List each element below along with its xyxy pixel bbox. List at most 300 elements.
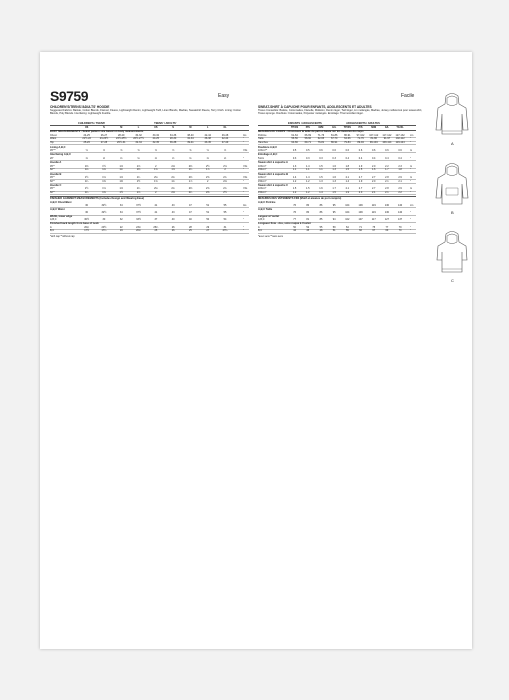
- cell-value: 79-84: [344, 141, 351, 144]
- cell-value: 28-29: [118, 133, 125, 137]
- cell-value: 127: [384, 218, 389, 222]
- cell-value: 1.5: [319, 164, 323, 168]
- size-label: L: [137, 126, 140, 129]
- cell-value: 46-48: [221, 133, 229, 137]
- section-title: Hoodie B: [50, 172, 62, 176]
- cell-value: 109: [358, 211, 363, 215]
- row-rule: [50, 152, 249, 153]
- cell-value: 52: [306, 225, 310, 229]
- cell-value: 95: [332, 204, 336, 207]
- cell-value: 0.6: [345, 149, 350, 152]
- cell-value: 2.0: [371, 164, 376, 168]
- cell-value: 1.8: [398, 168, 402, 172]
- cell-value: 91-97: [383, 137, 391, 141]
- cell-value: 2.0: [371, 179, 376, 183]
- row-label: A: [50, 225, 52, 229]
- cell-value: 140: [398, 211, 403, 215]
- finished-section-title: Longueur finie - dos, votre nuque à l'ourlet: [258, 222, 311, 226]
- cell-value: 30: [102, 218, 106, 222]
- cell-value: 0.4: [385, 156, 389, 160]
- row-label: B,C: [258, 229, 263, 233]
- cell-value: 137: [398, 218, 403, 222]
- cell-value: 55-56: [291, 137, 298, 141]
- row-unit: ": [410, 229, 411, 233]
- cell-value: 2.7: [358, 187, 363, 191]
- size-label: M/M: [318, 126, 324, 129]
- section-title: Interfacing A,B,C: [50, 153, 71, 157]
- cell-value: 67: [372, 229, 376, 233]
- cell-value: 50: [293, 225, 296, 229]
- row-unit: Ins: [243, 204, 247, 207]
- section-title: Hoodie C: [50, 184, 62, 187]
- row-rule: [50, 233, 249, 234]
- cell-value: 77: [385, 225, 389, 229]
- cell-value: 1.9: [358, 179, 363, 183]
- cell-value: 1⅛: [84, 168, 89, 172]
- section-title: Doublure A,B,C: [258, 145, 278, 149]
- cell-value: 127-132: [395, 133, 405, 137]
- size-label: S: [172, 126, 174, 129]
- cell-value: 2¼: [171, 187, 175, 191]
- row-label: 45"*: [50, 164, 55, 168]
- cell-value: 71: [359, 225, 362, 229]
- cell-value: 1⅝: [119, 187, 123, 191]
- cell-value: 29½-31: [117, 141, 126, 144]
- cell-value: 31: [223, 225, 227, 229]
- finished-section-title: Finished back length from base of neck: [50, 222, 99, 226]
- finished-section-title: A,B,C Waist: [50, 208, 65, 211]
- row-label: Hanches: [258, 141, 268, 144]
- cell-value: 2½: [205, 164, 210, 168]
- cell-value: 1.3: [332, 179, 336, 183]
- cell-value: ⅝: [223, 149, 227, 152]
- cell-value: ⅛: [85, 156, 88, 160]
- row-label: Chest: [50, 133, 57, 137]
- cell-value: 80: [306, 204, 310, 207]
- row-label: 150cm*: [258, 168, 267, 172]
- cell-value: 2: [207, 179, 209, 183]
- cell-value: ⅛: [206, 156, 209, 160]
- cell-value: 77: [293, 218, 296, 222]
- cell-value: 1.5: [319, 176, 323, 179]
- cell-value: 109-114: [382, 141, 392, 144]
- cell-value: 2⅛: [223, 179, 227, 183]
- cell-value: 2.1: [398, 179, 402, 183]
- cell-value: 76: [293, 204, 296, 207]
- row-label: A,B,C: [258, 218, 265, 222]
- row-unit: Yds: [243, 164, 248, 168]
- row-unit: ": [243, 156, 244, 160]
- cell-value: 55: [345, 229, 349, 233]
- cell-value: 20¼: [84, 225, 90, 229]
- row-label: 45"**: [50, 149, 56, 152]
- cell-value: 1⅝: [171, 168, 175, 172]
- cell-value: 1.4: [319, 191, 323, 194]
- row-rule: [258, 194, 416, 195]
- row-label: 60"*: [50, 179, 55, 183]
- cell-value: 2.9: [398, 176, 402, 179]
- cell-value: 58-60: [304, 137, 311, 141]
- cell-value: 0.6: [371, 149, 376, 152]
- cell-value: ⅝: [85, 149, 88, 152]
- row-unit: ": [243, 218, 244, 222]
- section-title: Lining A,B,C: [50, 145, 66, 149]
- cell-value: 1⅜: [102, 179, 106, 183]
- cell-value: 21½-22: [82, 137, 91, 141]
- cell-value: 2: [155, 164, 157, 168]
- row-unit: Yds: [243, 149, 248, 152]
- cell-value: 1.3: [332, 168, 336, 172]
- cell-value: 54: [223, 218, 227, 222]
- row-label: Poitrine: [258, 133, 267, 137]
- size-group-2: ADOLESCENTS / ADULTES: [346, 122, 380, 125]
- cell-value: 29: [206, 225, 210, 229]
- cell-value: 2.1: [385, 191, 389, 194]
- cell-value: 2⅜: [205, 191, 210, 194]
- cell-value: 1½: [119, 191, 123, 194]
- row-unit: m: [410, 164, 413, 168]
- cell-value: 0.6: [332, 149, 336, 152]
- row-rule: [50, 194, 249, 195]
- cell-value: 36-38: [204, 137, 211, 141]
- cell-value: 37: [154, 218, 158, 222]
- row-unit: ": [243, 179, 244, 183]
- cell-value: 1⅝: [154, 168, 158, 172]
- row-unit: ": [243, 141, 244, 144]
- row-rule: [50, 160, 249, 161]
- cell-value: 2⅝: [205, 176, 210, 179]
- cell-value: ⅛: [137, 156, 140, 160]
- cell-value: 17¾: [101, 229, 107, 233]
- footnote: *avec sens **sans sens: [258, 235, 283, 239]
- cell-value: 2: [224, 168, 226, 172]
- cell-value: 50: [206, 218, 210, 222]
- cell-value: 40: [189, 218, 192, 222]
- size-label: G/L: [384, 126, 389, 129]
- cell-value: 119: [371, 204, 376, 207]
- cell-value: ⅝: [206, 149, 209, 152]
- cell-value: 2¾: [223, 187, 227, 191]
- row-rule: [50, 207, 249, 208]
- row-unit: Ins: [243, 133, 247, 137]
- cell-value: 32: [119, 218, 123, 222]
- row-unit: ": [243, 211, 244, 215]
- figure-label-b: B: [451, 210, 454, 215]
- cell-value: ⅛: [172, 156, 175, 160]
- row-label: A,B,C: [50, 218, 57, 222]
- difficulty-en: Easy: [218, 93, 230, 99]
- cell-value: 2⅜: [188, 187, 193, 191]
- cell-value: 32-34: [187, 137, 194, 141]
- cell-value: 37½: [136, 211, 141, 215]
- cell-value: 2.7: [358, 176, 363, 179]
- size-label: S: [103, 126, 105, 129]
- cell-value: ⅛: [102, 156, 105, 160]
- cell-value: 36-38: [169, 141, 177, 144]
- row-unit: cm: [410, 204, 414, 207]
- row-unit: ": [410, 156, 411, 160]
- cell-value: 1⅜: [102, 191, 106, 194]
- cell-value: 61-64: [291, 133, 298, 137]
- cell-value: 64-66: [291, 141, 298, 144]
- figure-label-c: C: [451, 278, 454, 283]
- cell-value: 0.3: [306, 156, 310, 160]
- cell-value: 2.1: [371, 191, 376, 194]
- cell-value: 117: [371, 218, 376, 222]
- cell-value: 24½-25½: [115, 137, 127, 141]
- fabrics-fr: Tissus Conseillés: Batiste, Cotonnades, Flanelle, Molleton, Denim léger, Twill léger, Lin mélangés, Madras, Jersey molletonné pour sweat-shirt, Tissus éponge. Doublure: Cotonnades, Polyester mélangés. Entoilage: Thermocollant léger.: [258, 109, 423, 116]
- cell-value: 1.2: [292, 179, 297, 183]
- cell-value: 27: [206, 229, 210, 233]
- cell-value: 2⅜: [188, 164, 193, 168]
- cell-value: 1¾: [136, 187, 141, 191]
- cell-value: 2¾: [223, 176, 227, 179]
- row-rule: [50, 172, 249, 173]
- cell-value: 37½: [136, 204, 141, 207]
- cell-value: 28: [189, 225, 192, 229]
- cell-value: 81: [306, 218, 310, 222]
- cell-value: 55: [319, 225, 323, 229]
- cell-value: 86: [319, 211, 323, 215]
- row-unit: ": [410, 225, 411, 229]
- row-unit: ": [410, 137, 411, 141]
- hoodie-figure-c: [432, 230, 472, 276]
- cell-value: 2.0: [358, 191, 363, 194]
- row-unit: ": [243, 168, 244, 172]
- cell-value: 0.5: [292, 149, 297, 152]
- cell-value: 2.3: [398, 164, 402, 168]
- cell-value: 32½: [101, 204, 107, 207]
- fabrics-en: Suggested Fabrics: Batiste, Cotton Blends, Flannel, Fleece, Lightweight Denim, Lightweight Twill, Linen Blends, Madras, Sweatshirt Fleece, Terry Cloth. Lining: Cotton Blends, Poly Blends. Interfacing: Lightweight Fusible.: [50, 109, 241, 116]
- cell-value: 32-34: [135, 141, 142, 144]
- cell-value: 81-86: [330, 133, 338, 137]
- cell-value: 26: [171, 225, 175, 229]
- cell-value: 1⅞: [205, 168, 210, 172]
- cell-value: 1.4: [306, 164, 310, 168]
- cell-value: 1.1: [319, 168, 323, 172]
- cell-value: 1⅝: [154, 179, 158, 183]
- finished-section-title: A,B,C Poitrine: [258, 200, 276, 204]
- cell-value: 1¼: [84, 191, 89, 194]
- cell-value: 1⅝: [136, 191, 141, 194]
- cell-value: 102-112: [395, 137, 405, 141]
- cell-value: 1⅞: [188, 179, 193, 183]
- cell-value: 59: [332, 225, 336, 229]
- row-label: Taille: [258, 137, 264, 141]
- cell-value: 95: [332, 211, 336, 215]
- cell-value: 44: [293, 229, 296, 233]
- cell-value: 1½: [84, 176, 89, 179]
- row-label: 115cm*: [258, 164, 267, 168]
- cell-value: 2⅝: [205, 187, 210, 191]
- cell-value: 1.1: [306, 168, 310, 172]
- section-title: Sweat-shirt à capuche B: [258, 172, 288, 176]
- cell-value: 64: [345, 225, 349, 229]
- size-label: XS: [84, 126, 89, 129]
- cell-value: 0.3: [332, 156, 336, 160]
- cell-value: 2.2: [398, 191, 402, 194]
- cell-value: 109: [358, 204, 363, 207]
- cell-value: 117-122: [382, 133, 392, 137]
- row-unit: ": [410, 141, 411, 144]
- cell-value: 1.5: [306, 187, 310, 191]
- cell-value: 1⅜: [119, 179, 123, 183]
- cell-value: 26: [171, 229, 175, 233]
- row-label: 45"*: [50, 187, 55, 191]
- cell-value: 47: [189, 204, 192, 207]
- pattern-sheet: [40, 52, 472, 649]
- cell-value: 107-112: [369, 133, 379, 137]
- cell-value: 30: [85, 211, 89, 215]
- cell-value: 0.4: [398, 156, 402, 160]
- cell-value: 1.6: [332, 176, 336, 179]
- row-label: 115cm*: [258, 187, 267, 191]
- row-label: 150cm*: [258, 191, 267, 194]
- hoodie-figure-b: [432, 162, 472, 208]
- cell-value: 71-76: [317, 133, 325, 137]
- cell-value: 1⅛: [102, 168, 106, 172]
- cell-value: 2.7: [371, 176, 376, 179]
- row-rule: [258, 152, 416, 153]
- section-title: Entoilage A,B,C: [258, 153, 278, 157]
- cell-value: 0.3: [292, 156, 297, 160]
- cell-value: 26-27: [100, 133, 108, 137]
- size-label: TP/XS: [343, 126, 351, 129]
- cell-value: 30: [85, 204, 89, 207]
- cell-value: 1.9: [345, 191, 350, 194]
- cell-value: 1.2: [306, 179, 310, 183]
- cell-value: 104: [345, 204, 350, 207]
- cell-value: 1⅝: [102, 176, 106, 179]
- cell-value: 23-23½: [99, 137, 109, 141]
- cell-value: 1.1: [292, 168, 297, 172]
- cell-value: 34: [119, 204, 123, 207]
- body-measurements-title: BODY MEASUREMENTS - Select pattern size based on body measurements: [50, 130, 144, 134]
- cell-value: 2⅛: [154, 187, 158, 191]
- row-unit: ": [243, 229, 244, 233]
- cell-value: 47: [189, 211, 192, 215]
- cell-value: 1.3: [319, 179, 323, 183]
- cell-value: 0.6: [319, 149, 323, 152]
- cell-value: 130: [384, 204, 389, 207]
- finished-title: FINISHED GARMENT MEASUREMENTS (Includes Design and Wearing Ease): [50, 197, 145, 201]
- size-label: M: [120, 126, 123, 129]
- size-label: P/S: [358, 126, 363, 129]
- cell-value: 119-124: [395, 141, 405, 144]
- cell-value: ⅝: [154, 149, 157, 152]
- cell-value: 2⅛: [171, 164, 175, 168]
- cell-value: 1.8: [345, 164, 350, 168]
- cell-value: 2.2: [385, 164, 389, 168]
- finished-section-title: A,B,C Taille: [258, 208, 273, 211]
- cell-value: 2.1: [345, 176, 350, 179]
- cell-value: 1.7: [385, 168, 389, 172]
- row-label: Hip: [50, 141, 54, 144]
- cell-value: 80: [306, 211, 310, 215]
- cell-value: 42-44: [204, 133, 211, 137]
- size-group-1: CHILDREN'S / TEENS': [78, 122, 106, 125]
- cell-value: 2¼: [188, 191, 193, 194]
- cell-value: 64-66: [344, 137, 351, 141]
- cell-value: 1¼: [84, 179, 89, 183]
- cell-value: 76-81: [317, 141, 325, 144]
- cell-value: 1.5: [358, 168, 363, 172]
- section-title: Hoodie A: [50, 161, 62, 165]
- cell-value: 69-71: [304, 141, 311, 144]
- cell-value: 107: [358, 218, 363, 222]
- cell-value: 20½: [101, 225, 107, 229]
- cell-value: ⅛: [120, 156, 123, 160]
- cell-value: 41: [154, 204, 158, 207]
- cell-value: 1.4: [345, 179, 350, 183]
- row-label: 115cm*: [258, 176, 267, 179]
- size-label: G/L: [332, 126, 337, 129]
- cell-value: 51: [332, 229, 336, 233]
- row-unit: m: [410, 149, 413, 152]
- cell-value: ⅝: [189, 149, 192, 152]
- row-rule: [50, 144, 249, 145]
- row-label: 51cm: [258, 156, 265, 160]
- cell-value: 66: [359, 229, 362, 233]
- cell-value: 1⅝: [102, 187, 106, 191]
- cell-value: 86: [319, 204, 323, 207]
- cell-value: 1.4: [306, 176, 310, 179]
- cell-value: 86-91: [344, 133, 351, 137]
- body-measurements-title: MESURES DU CORPS - Choisissez la taille du patron basée sur les mesures du corps: [258, 130, 364, 134]
- cell-value: 30½: [84, 218, 90, 222]
- cell-value: ⅛: [154, 156, 157, 160]
- cell-value: 33½: [136, 218, 141, 222]
- row-unit: ": [410, 168, 411, 172]
- cell-value: 2.9: [398, 187, 402, 191]
- cell-value: 0.3: [319, 156, 323, 160]
- cell-value: 42-44: [221, 137, 229, 141]
- row-unit: cm: [410, 133, 414, 137]
- cell-value: 1¾: [188, 168, 193, 172]
- row-unit: ": [410, 191, 411, 194]
- cell-value: 2⅝: [223, 164, 227, 168]
- cell-value: 17½: [84, 229, 90, 233]
- cell-value: 27¼: [222, 229, 228, 233]
- cell-value: 66-69: [304, 133, 311, 137]
- section-title: Sweat-shirt à capuche A: [258, 161, 288, 165]
- footnote: *with nap **without nap: [50, 235, 75, 239]
- cell-value: 70: [398, 229, 402, 233]
- cell-value: 130: [384, 211, 389, 215]
- cell-value: 30-32: [135, 133, 142, 137]
- hoodie-figure-a: [432, 92, 472, 138]
- cell-value: 75: [372, 225, 376, 229]
- cell-value: 23¼: [136, 225, 141, 229]
- row-label: Waist: [50, 137, 57, 141]
- cell-value: 2.8: [385, 187, 389, 191]
- cell-value: 1⅝: [119, 176, 123, 179]
- difficulty-fr: Facile: [401, 93, 415, 99]
- size-label: TP/XS: [290, 126, 299, 129]
- cell-value: 22: [119, 225, 123, 229]
- row-label: 20": [50, 156, 54, 160]
- cell-value: 1¾: [171, 179, 175, 183]
- row-unit: ": [243, 137, 244, 141]
- section-title: Sweat-shirt à capuche C: [258, 184, 288, 187]
- row-label: B,C: [50, 229, 55, 233]
- cell-value: 67-70: [330, 137, 338, 141]
- cell-value: 1.5: [345, 168, 350, 172]
- cell-value: 0.6: [398, 149, 402, 152]
- cell-value: ⅛: [223, 156, 227, 160]
- cell-value: 99-104: [369, 141, 378, 144]
- cell-value: 97-102: [356, 133, 365, 137]
